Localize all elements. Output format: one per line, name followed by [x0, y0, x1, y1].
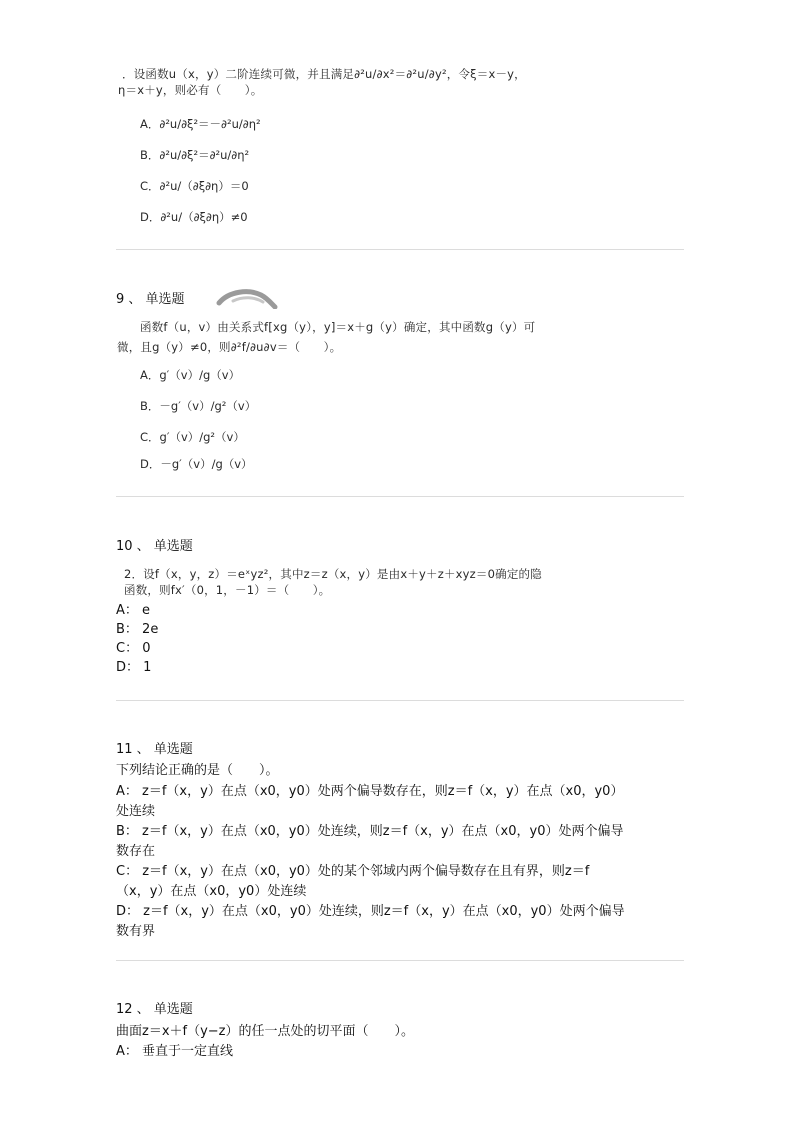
q12-header: 12 、 单选题 — [116, 1002, 193, 1017]
q10-stem-line1: 2．设f（x，y，z）＝eˣyz²，其中z＝z（x，y）是由x＋y＋z＋xyz＝0确定的隐 — [124, 567, 542, 581]
q11-header: 11 、 单选题 — [116, 742, 193, 757]
divider — [116, 496, 684, 497]
q10-option-b: B： 2e — [116, 622, 159, 637]
q10-option-a: A： e — [116, 603, 151, 618]
q9-option-b: B．－g′（v）/g²（v） — [140, 399, 257, 413]
q11-line: 数存在 — [116, 844, 156, 859]
q9-option-d: D．－g′（v）/g（v） — [140, 457, 253, 471]
q10-header: 10 、 单选题 — [116, 539, 193, 554]
q12-line: 曲面z＝x＋f（y−z）的任一点处的切平面（ ）。 — [116, 1024, 415, 1039]
q11-line: 数有界 — [116, 924, 156, 939]
divider — [116, 249, 684, 250]
divider — [116, 960, 684, 961]
q9-option-c: C．g′（v）/g²（v） — [140, 430, 245, 444]
q10-stem-line2: 函数，则fx′（0，1，－1）＝（ ）。 — [124, 583, 331, 597]
q10-option-d: D： 1 — [116, 660, 152, 675]
watermark-swoosh-icon — [215, 287, 281, 309]
q8-option-a: A．∂²u/∂ξ²＝－∂²u/∂η² — [140, 117, 261, 131]
q10-option-c: C： 0 — [116, 641, 151, 656]
q9-header: 9 、 单选题 — [116, 292, 185, 307]
q11-line: （x，y）在点（x0，y0）处连续 — [116, 884, 307, 899]
divider — [116, 700, 684, 701]
q11-line: C： z＝f（x，y）在点（x0，y0）处的某个邻域内两个偏导数存在且有界，则z＝f — [116, 864, 590, 879]
q8-option-b: B．∂²u/∂ξ²＝∂²u/∂η² — [140, 148, 250, 162]
q11-line: 处连续 — [116, 804, 156, 819]
q11-line: 下列结论正确的是（ ）。 — [116, 763, 279, 778]
q8-option-c: C．∂²u/（∂ξ∂η）＝0 — [140, 179, 249, 193]
q9-stem-line1: 函数f（u，v）由关系式f[xg（y），y]＝x＋g（y）确定，其中函数g（y）可 — [140, 320, 536, 334]
q12-line: A： 垂直于一定直线 — [116, 1044, 234, 1059]
q8-stem-line2: η＝x＋y，则必有（ ）。 — [118, 83, 263, 97]
q11-line: D： z＝f（x，y）在点（x0，y0）处连续，则z＝f（x，y）在点（x0，y0）处两个偏导 — [116, 904, 625, 919]
q9-stem-line2: 微，且g（y）≠0，则∂²f/∂u∂v＝（ ）。 — [117, 340, 342, 354]
q8-stem-line1: ．设函数u（x，y）二阶连续可微，并且满足∂²u/∂x²＝∂²u/∂y²，令ξ＝x－y， — [122, 67, 526, 81]
q11-line: B： z＝f（x，y）在点（x0，y0）处连续，则z＝f（x，y）在点（x0，y0）处两个偏导 — [116, 824, 624, 839]
q9-option-a: A．g′（v）/g（v） — [140, 368, 241, 382]
q8-option-d: D．∂²u/（∂ξ∂η）≠0 — [140, 210, 248, 224]
q11-line: A： z＝f（x，y）在点（x0，y0）处两个偏导数存在，则z＝f（x，y）在点（x0，y0） — [116, 784, 624, 799]
